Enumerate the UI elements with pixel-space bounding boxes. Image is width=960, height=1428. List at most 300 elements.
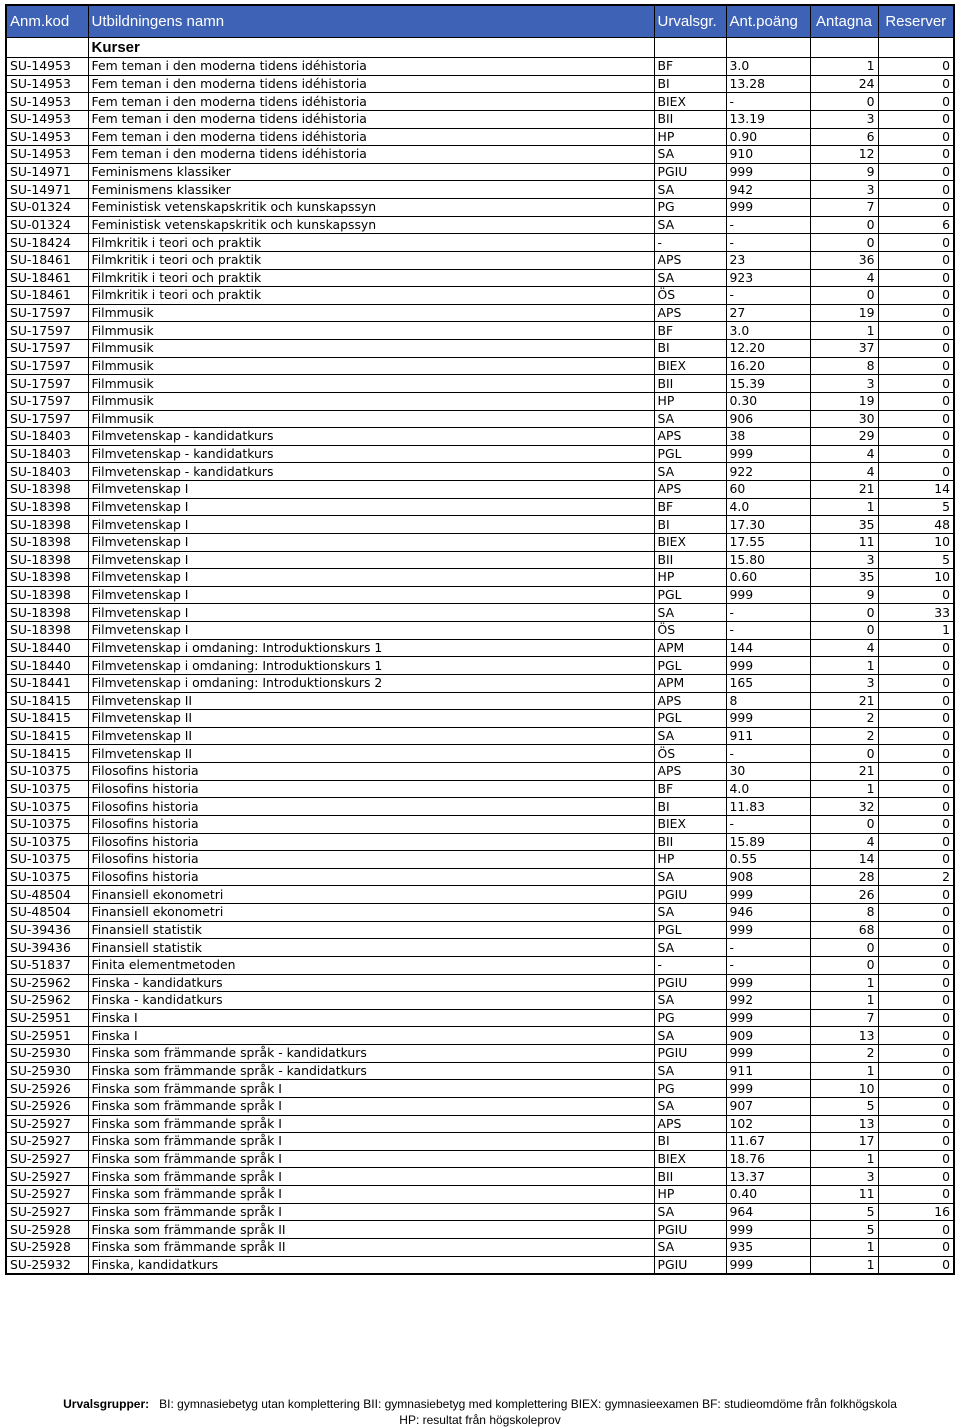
- cell-name: Finska I: [88, 1009, 654, 1027]
- cell-antpoang: 923: [726, 269, 810, 287]
- cell-anmkod: SU-18398: [6, 498, 88, 516]
- cell-anmkod: SU-18461: [6, 251, 88, 269]
- table-row: [6, 727, 954, 745]
- cell-antagna: 5: [810, 1097, 878, 1115]
- cell-anmkod: SU-18461: [6, 269, 88, 287]
- table-row: [6, 692, 954, 710]
- cell-anmkod: SU-14971: [6, 181, 88, 199]
- table-row: [6, 956, 954, 974]
- cell-antagna: 1: [810, 974, 878, 992]
- cell-antagna: 5: [810, 1221, 878, 1239]
- cell-anmkod: SU-48504: [6, 886, 88, 904]
- table-row: [6, 1097, 954, 1115]
- table-row: [6, 868, 954, 886]
- cell-antpoang: 999: [726, 921, 810, 939]
- cell-urvalsgrupp: APS: [654, 251, 726, 269]
- section-row-kurser: [6, 38, 954, 58]
- cell-antagna: 9: [810, 163, 878, 181]
- cell-antagna: 5: [810, 1203, 878, 1221]
- cell-urvalsgrupp: BF: [654, 498, 726, 516]
- cell-reserver: 0: [878, 815, 954, 833]
- cell-anmkod: SU-17597: [6, 392, 88, 410]
- table-row: [6, 58, 954, 76]
- cell-antagna: 37: [810, 340, 878, 358]
- cell-reserver: 0: [878, 199, 954, 217]
- cell-name: Finska som främmande språk I: [88, 1115, 654, 1133]
- cell-reserver: 0: [878, 181, 954, 199]
- cell-name: Fem teman i den moderna tidens idéhistoria: [88, 93, 654, 111]
- cell-urvalsgrupp: -: [654, 956, 726, 974]
- cell-antagna: 1: [810, 58, 878, 76]
- cell-anmkod: SU-01324: [6, 199, 88, 217]
- cell-name: Filmmusik: [88, 392, 654, 410]
- cell-reserver: 0: [878, 304, 954, 322]
- cell-antagna: 3: [810, 674, 878, 692]
- cell-name: Finska - kandidatkurs: [88, 992, 654, 1010]
- cell-urvalsgrupp: PG: [654, 199, 726, 217]
- cell-antagna: 7: [810, 199, 878, 217]
- footer-label: Urvalsgrupper:: [63, 1397, 150, 1411]
- cell-anmkod: SU-25951: [6, 1027, 88, 1045]
- col-header-anmkod: Anm.kod: [6, 5, 88, 38]
- table-row: [6, 674, 954, 692]
- table-row: [6, 304, 954, 322]
- table-row: [6, 357, 954, 375]
- table-row: [6, 710, 954, 728]
- cell-anmkod: SU-14953: [6, 110, 88, 128]
- cell-name: Fem teman i den moderna tidens idéhistoria: [88, 110, 654, 128]
- cell-name: Filmkritik i teori och praktik: [88, 234, 654, 252]
- cell-urvalsgrupp: SA: [654, 269, 726, 287]
- cell-antpoang: -: [726, 93, 810, 111]
- cell-antpoang: 907: [726, 1097, 810, 1115]
- cell-anmkod: SU-25928: [6, 1238, 88, 1256]
- cell-urvalsgrupp: BI: [654, 75, 726, 93]
- table-row: [6, 93, 954, 111]
- cell-antpoang: -: [726, 604, 810, 622]
- cell-urvalsgrupp: BF: [654, 322, 726, 340]
- cell-reserver: 0: [878, 639, 954, 657]
- cell-urvalsgrupp: PGIU: [654, 1045, 726, 1063]
- cell-antagna: 3: [810, 1168, 878, 1186]
- col-header-urvalsgrupp: Urvalsgr.: [654, 5, 726, 38]
- cell-urvalsgrupp: BII: [654, 375, 726, 393]
- cell-antagna: 1: [810, 657, 878, 675]
- cell-anmkod: SU-17597: [6, 357, 88, 375]
- cell-reserver: 0: [878, 1221, 954, 1239]
- cell-anmkod: SU-10375: [6, 763, 88, 781]
- cell-antpoang: -: [726, 234, 810, 252]
- table-row: [6, 974, 954, 992]
- cell-urvalsgrupp: SA: [654, 1027, 726, 1045]
- cell-urvalsgrupp: ÖS: [654, 287, 726, 305]
- cell-anmkod: SU-18398: [6, 586, 88, 604]
- cell-antpoang: 0.40: [726, 1186, 810, 1204]
- table-row: [6, 498, 954, 516]
- cell-reserver: 0: [878, 163, 954, 181]
- cell-reserver: 0: [878, 904, 954, 922]
- cell-antpoang: 18.76: [726, 1150, 810, 1168]
- table-row: [6, 1238, 954, 1256]
- cell-name: Feminismens klassiker: [88, 163, 654, 181]
- cell-urvalsgrupp: BIEX: [654, 93, 726, 111]
- cell-reserver: 14: [878, 481, 954, 499]
- cell-reserver: 5: [878, 551, 954, 569]
- cell-antagna: 4: [810, 639, 878, 657]
- cell-antpoang: 911: [726, 1062, 810, 1080]
- cell-anmkod: SU-25926: [6, 1080, 88, 1098]
- cell-name: Finska som främmande språk I: [88, 1097, 654, 1115]
- cell-name: Finska som främmande språk I: [88, 1150, 654, 1168]
- cell-anmkod: SU-10375: [6, 851, 88, 869]
- cell-reserver: 0: [878, 410, 954, 428]
- cell-antagna: 3: [810, 375, 878, 393]
- cell-urvalsgrupp: PG: [654, 1080, 726, 1098]
- cell-name: Fem teman i den moderna tidens idéhistoria: [88, 58, 654, 76]
- cell-urvalsgrupp: ÖS: [654, 745, 726, 763]
- cell-reserver: 2: [878, 868, 954, 886]
- cell-urvalsgrupp: HP: [654, 569, 726, 587]
- cell-urvalsgrupp: HP: [654, 1186, 726, 1204]
- cell-urvalsgrupp: BII: [654, 551, 726, 569]
- table-row: [6, 392, 954, 410]
- table-row: [6, 375, 954, 393]
- cell-name: Filosofins historia: [88, 798, 654, 816]
- cell-urvalsgrupp: APS: [654, 428, 726, 446]
- cell-urvalsgrupp: BI: [654, 1133, 726, 1151]
- cell-anmkod: SU-25927: [6, 1115, 88, 1133]
- admissions-table: [5, 4, 955, 1275]
- cell-antpoang: -: [726, 216, 810, 234]
- cell-urvalsgrupp: SA: [654, 146, 726, 164]
- cell-anmkod: SU-14971: [6, 163, 88, 181]
- cell-antagna: 1: [810, 1062, 878, 1080]
- cell-antagna: 0: [810, 956, 878, 974]
- table-row: [6, 1168, 954, 1186]
- table-row: [6, 251, 954, 269]
- cell-antpoang: 999: [726, 657, 810, 675]
- cell-antpoang: 999: [726, 1221, 810, 1239]
- table-row: [6, 234, 954, 252]
- cell-antpoang: -: [726, 815, 810, 833]
- cell-name: Finansiell ekonometri: [88, 904, 654, 922]
- cell-name: Finska I: [88, 1027, 654, 1045]
- cell-anmkod: SU-25928: [6, 1221, 88, 1239]
- cell-antpoang: 908: [726, 868, 810, 886]
- col-header-reserver: Reserver: [878, 5, 954, 38]
- cell-name: Fem teman i den moderna tidens idéhistoria: [88, 146, 654, 164]
- cell-name: Filmvetenskap II: [88, 710, 654, 728]
- cell-urvalsgrupp: PGIU: [654, 1221, 726, 1239]
- cell-antpoang: 15.89: [726, 833, 810, 851]
- cell-anmkod: SU-18440: [6, 657, 88, 675]
- cell-urvalsgrupp: PGL: [654, 586, 726, 604]
- cell-name: Finansiell statistik: [88, 939, 654, 957]
- cell-urvalsgrupp: SA: [654, 939, 726, 957]
- cell-anmkod: SU-17597: [6, 340, 88, 358]
- table-row: [6, 75, 954, 93]
- cell-anmkod: SU-14953: [6, 58, 88, 76]
- cell-urvalsgrupp: BII: [654, 1168, 726, 1186]
- cell-antagna: 4: [810, 833, 878, 851]
- cell-anmkod: SU-39436: [6, 939, 88, 957]
- table-row: [6, 1027, 954, 1045]
- cell-anmkod: SU-18403: [6, 463, 88, 481]
- cell-antagna: 17: [810, 1133, 878, 1151]
- cell-anmkod: SU-25926: [6, 1097, 88, 1115]
- cell-antpoang: 0.55: [726, 851, 810, 869]
- cell-reserver: 0: [878, 956, 954, 974]
- cell-antpoang: 999: [726, 886, 810, 904]
- cell-antpoang: 12.20: [726, 340, 810, 358]
- cell-anmkod: SU-10375: [6, 780, 88, 798]
- cell-antagna: 21: [810, 763, 878, 781]
- cell-urvalsgrupp: BI: [654, 798, 726, 816]
- cell-urvalsgrupp: PGL: [654, 710, 726, 728]
- cell-reserver: 0: [878, 1256, 954, 1274]
- cell-urvalsgrupp: HP: [654, 128, 726, 146]
- cell-name: Finansiell statistik: [88, 921, 654, 939]
- cell-antagna: 1: [810, 1150, 878, 1168]
- cell-reserver: 0: [878, 1150, 954, 1168]
- cell-name: Filmvetenskap - kandidatkurs: [88, 428, 654, 446]
- cell-antagna: 2: [810, 727, 878, 745]
- table-row: [6, 322, 954, 340]
- cell-reserver: 0: [878, 780, 954, 798]
- cell-antpoang: 999: [726, 586, 810, 604]
- cell-antagna: 1: [810, 780, 878, 798]
- cell-antpoang: 999: [726, 1045, 810, 1063]
- cell-reserver: 0: [878, 1168, 954, 1186]
- table-row: [6, 128, 954, 146]
- cell-antpoang: 11.83: [726, 798, 810, 816]
- cell-reserver: 0: [878, 445, 954, 463]
- table-row: [6, 1150, 954, 1168]
- cell-name: Filmvetenskap II: [88, 692, 654, 710]
- cell-reserver: 0: [878, 75, 954, 93]
- cell-antpoang: 15.39: [726, 375, 810, 393]
- col-header-name: Utbildningens namn: [88, 5, 654, 38]
- cell-name: Filmvetenskap I: [88, 551, 654, 569]
- cell-antpoang: 16.20: [726, 357, 810, 375]
- cell-antagna: 24: [810, 75, 878, 93]
- cell-name: Filmkritik i teori och praktik: [88, 269, 654, 287]
- cell-urvalsgrupp: SA: [654, 181, 726, 199]
- table-row: [6, 1009, 954, 1027]
- cell-antagna: 0: [810, 815, 878, 833]
- col-header-antpoang: Ant.poäng: [726, 5, 810, 38]
- cell-antagna: 7: [810, 1009, 878, 1027]
- cell-anmkod: SU-10375: [6, 815, 88, 833]
- cell-antagna: 2: [810, 1045, 878, 1063]
- cell-antpoang: 144: [726, 639, 810, 657]
- cell-antagna: 1: [810, 498, 878, 516]
- cell-anmkod: SU-25932: [6, 1256, 88, 1274]
- cell-reserver: 0: [878, 58, 954, 76]
- cell-antagna: 14: [810, 851, 878, 869]
- cell-antpoang: 27: [726, 304, 810, 322]
- cell-anmkod: SU-18398: [6, 622, 88, 640]
- cell-antagna: 0: [810, 234, 878, 252]
- table-row: [6, 904, 954, 922]
- cell-name: Finska - kandidatkurs: [88, 974, 654, 992]
- cell-reserver: 0: [878, 710, 954, 728]
- cell-antpoang: 17.30: [726, 516, 810, 534]
- table-row: [6, 586, 954, 604]
- cell-name: Filmvetenskap - kandidatkurs: [88, 445, 654, 463]
- cell-reserver: 0: [878, 798, 954, 816]
- cell-antpoang: 999: [726, 445, 810, 463]
- cell-reserver: 0: [878, 428, 954, 446]
- cell-urvalsgrupp: BF: [654, 780, 726, 798]
- cell-name: Filmvetenskap I: [88, 533, 654, 551]
- section-label: Kurser: [88, 38, 654, 58]
- cell-anmkod: SU-17597: [6, 304, 88, 322]
- cell-reserver: 5: [878, 498, 954, 516]
- cell-urvalsgrupp: APS: [654, 692, 726, 710]
- cell-antagna: 3: [810, 551, 878, 569]
- table-row: [6, 146, 954, 164]
- cell-reserver: 0: [878, 886, 954, 904]
- cell-urvalsgrupp: PGIU: [654, 163, 726, 181]
- cell-antagna: 19: [810, 304, 878, 322]
- cell-antagna: 0: [810, 216, 878, 234]
- cell-urvalsgrupp: APM: [654, 674, 726, 692]
- cell-reserver: 0: [878, 763, 954, 781]
- cell-antpoang: 909: [726, 1027, 810, 1045]
- cell-name: Filmvetenskap I: [88, 516, 654, 534]
- cell-reserver: 0: [878, 146, 954, 164]
- table-row: [6, 269, 954, 287]
- cell-anmkod: SU-18398: [6, 551, 88, 569]
- table-row: [6, 657, 954, 675]
- cell-antpoang: 13.28: [726, 75, 810, 93]
- cell-name: Filmvetenskap I: [88, 586, 654, 604]
- cell-antpoang: 4.0: [726, 498, 810, 516]
- cell-anmkod: SU-18398: [6, 516, 88, 534]
- cell-anmkod: SU-48504: [6, 904, 88, 922]
- table-row: [6, 569, 954, 587]
- cell-antpoang: 0.90: [726, 128, 810, 146]
- cell-anmkod: SU-10375: [6, 868, 88, 886]
- cell-antagna: 35: [810, 569, 878, 587]
- cell-urvalsgrupp: SA: [654, 727, 726, 745]
- cell-antagna: 4: [810, 445, 878, 463]
- cell-reserver: 0: [878, 375, 954, 393]
- cell-urvalsgrupp: PGIU: [654, 1256, 726, 1274]
- cell-reserver: 0: [878, 1045, 954, 1063]
- cell-antpoang: 935: [726, 1238, 810, 1256]
- cell-antagna: 4: [810, 269, 878, 287]
- cell-anmkod: SU-25951: [6, 1009, 88, 1027]
- cell-antpoang: -: [726, 745, 810, 763]
- table-row: [6, 604, 954, 622]
- table-row: [6, 516, 954, 534]
- col-header-antagna: Antagna: [810, 5, 878, 38]
- table-row: [6, 1045, 954, 1063]
- cell-antagna: 2: [810, 710, 878, 728]
- cell-name: Filmvetenskap II: [88, 745, 654, 763]
- cell-anmkod: SU-17597: [6, 322, 88, 340]
- cell-antagna: 1: [810, 1256, 878, 1274]
- cell-reserver: 0: [878, 234, 954, 252]
- cell-antpoang: 38: [726, 428, 810, 446]
- cell-anmkod: SU-18424: [6, 234, 88, 252]
- cell-name: Finska som främmande språk I: [88, 1186, 654, 1204]
- cell-name: Feministisk vetenskapskritik och kunskapssyn: [88, 216, 654, 234]
- cell-reserver: 0: [878, 727, 954, 745]
- cell-urvalsgrupp: BF: [654, 58, 726, 76]
- cell-reserver: 0: [878, 657, 954, 675]
- cell-antagna: 13: [810, 1115, 878, 1133]
- table-row: [6, 1186, 954, 1204]
- table-row: [6, 410, 954, 428]
- cell-reserver: 0: [878, 851, 954, 869]
- cell-antagna: 8: [810, 357, 878, 375]
- cell-urvalsgrupp: HP: [654, 851, 726, 869]
- cell-antagna: 11: [810, 1186, 878, 1204]
- cell-antpoang: 8: [726, 692, 810, 710]
- table-row: [6, 622, 954, 640]
- cell-anmkod: SU-25962: [6, 992, 88, 1010]
- cell-urvalsgrupp: -: [654, 234, 726, 252]
- cell-urvalsgrupp: ÖS: [654, 622, 726, 640]
- cell-antpoang: 942: [726, 181, 810, 199]
- cell-reserver: 1: [878, 622, 954, 640]
- cell-antagna: 13: [810, 1027, 878, 1045]
- cell-urvalsgrupp: SA: [654, 992, 726, 1010]
- cell-urvalsgrupp: SA: [654, 604, 726, 622]
- cell-name: Fem teman i den moderna tidens idéhistoria: [88, 75, 654, 93]
- cell-antpoang: -: [726, 956, 810, 974]
- cell-anmkod: SU-18398: [6, 604, 88, 622]
- cell-antagna: 0: [810, 604, 878, 622]
- cell-urvalsgrupp: BIEX: [654, 357, 726, 375]
- cell-name: Filmmusik: [88, 304, 654, 322]
- cell-reserver: 0: [878, 1062, 954, 1080]
- cell-urvalsgrupp: BIEX: [654, 815, 726, 833]
- cell-antagna: 4: [810, 463, 878, 481]
- cell-urvalsgrupp: SA: [654, 1203, 726, 1221]
- table-row: [6, 833, 954, 851]
- table-row: [6, 763, 954, 781]
- cell-reserver: 0: [878, 1097, 954, 1115]
- cell-reserver: 0: [878, 1186, 954, 1204]
- cell-antpoang: 30: [726, 763, 810, 781]
- cell-name: Feminismens klassiker: [88, 181, 654, 199]
- cell-name: Filmmusik: [88, 357, 654, 375]
- cell-antpoang: 4.0: [726, 780, 810, 798]
- table-row: [6, 815, 954, 833]
- table-row: [6, 921, 954, 939]
- cell-urvalsgrupp: BII: [654, 833, 726, 851]
- cell-urvalsgrupp: PGL: [654, 657, 726, 675]
- cell-reserver: 10: [878, 569, 954, 587]
- cell-antpoang: 999: [726, 974, 810, 992]
- cell-reserver: 0: [878, 1080, 954, 1098]
- cell-reserver: 0: [878, 1238, 954, 1256]
- cell-antpoang: 999: [726, 1256, 810, 1274]
- cell-antpoang: 999: [726, 710, 810, 728]
- footer-legend: [0, 1396, 960, 1428]
- cell-urvalsgrupp: SA: [654, 904, 726, 922]
- cell-urvalsgrupp: BIEX: [654, 533, 726, 551]
- cell-antpoang: 13.37: [726, 1168, 810, 1186]
- cell-urvalsgrupp: APS: [654, 481, 726, 499]
- cell-anmkod: SU-25930: [6, 1045, 88, 1063]
- cell-reserver: 0: [878, 287, 954, 305]
- cell-urvalsgrupp: SA: [654, 463, 726, 481]
